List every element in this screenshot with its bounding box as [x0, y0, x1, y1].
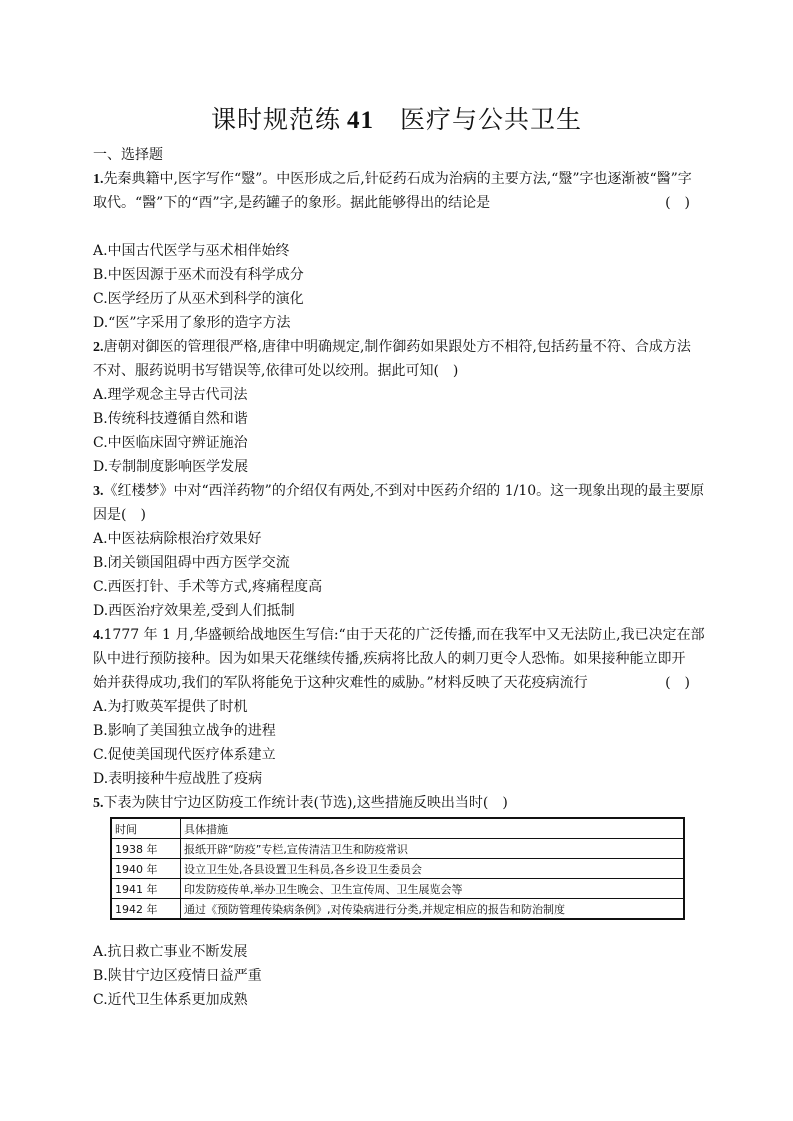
question-1-option-c: C.医学经历了从巫术到科学的演化	[93, 291, 304, 307]
table-cell-year: 1940 年	[111, 859, 181, 879]
question-4-line-1	[93, 625, 705, 646]
question-4-option-a: A.为打败英军提供了时机	[93, 699, 248, 715]
table-cell-year: 1942 年	[111, 899, 181, 920]
question-4-line-2: 队中进行预防接种。因为如果天花继续传播,疾病将比敌人的刺刀更令人恐怖。如果接种能立即开	[93, 651, 686, 667]
title-number: 41	[347, 107, 374, 134]
question-4-option-b: B.影响了美国独立战争的进程	[93, 723, 276, 739]
question-5-option-c: C.近代卫生体系更加成熟	[93, 992, 248, 1008]
table-cell-year: 1941 年	[111, 879, 181, 899]
table-row	[111, 879, 684, 899]
table-cell-measure: 设立卫生处,各县设置卫生科员,各乡设卫生委员会	[181, 859, 685, 879]
table-header-measures: 具体措施	[181, 818, 685, 839]
question-3-line-2: 因是( )	[93, 507, 146, 523]
page-title	[0, 100, 793, 136]
question-3-option-b: B.闭关锁国阻碍中西方医学交流	[93, 555, 290, 571]
table-header-time: 时间	[111, 818, 181, 839]
question-1-text-1: 先秦典籍中,医字写作“毉”。中医形成之后,针砭药石成为治病的主要方法,“毉”字也逐渐被“醫”字	[103, 171, 692, 187]
title-main: 课时规范练	[210, 105, 341, 134]
question-5-option-b: B.陕甘宁边区疫情日益严重	[93, 968, 262, 984]
question-1-option-a: A.中国古代医学与巫术相伴始终	[93, 243, 290, 259]
table-cell-measure: 印发防疫传单,举办卫生晚会、卫生宣传周、卫生展览会等	[181, 879, 685, 899]
question-1-option-d: D.“医”字采用了象形的造字方法	[93, 315, 291, 331]
question-1-number: 1.	[93, 172, 104, 187]
question-2-text-1: 唐朝对御医的管理很严格,唐律中明确规定,制作御药如果跟处方不相符,包括药量不符、合成方法	[103, 339, 691, 355]
question-3-option-c: C.西医打针、手术等方式,疼痛程度高	[93, 579, 323, 595]
question-4-number: 4.	[93, 628, 104, 643]
table-cell-year: 1938 年	[111, 839, 181, 859]
title-topic: 医疗与公共卫生	[400, 105, 583, 134]
question-3-option-a: A.中医祛病除根治疗效果好	[93, 531, 262, 547]
question-5-text-1: 下表为陕甘宁边区防疫工作统计表(节选),这些措施反映出当时( )	[103, 795, 508, 811]
question-2-line-1	[93, 337, 691, 358]
question-1-line-2: 取代。“醫”下的“酉”字,是药罐子的象形。据此能够得出的结论是	[93, 195, 491, 211]
question-5-option-a: A.抗日救亡事业不断发展	[93, 944, 248, 960]
question-5-line-1	[93, 793, 508, 814]
question-1-option-b: B.中医因源于巫术而没有科学成分	[93, 267, 304, 283]
epidemic-prevention-table	[110, 817, 685, 920]
question-2-option-c: C.中医临床固守辨证施治	[93, 435, 248, 451]
table-row	[111, 859, 684, 879]
question-1-answer-bracket: ( )	[665, 195, 690, 211]
question-4-text-1: 1777 年 1 月,华盛顿给战地医生写信:“由于天花的广泛传播,而在我军中又无法防止,我已决定在部	[103, 627, 705, 643]
question-4-option-d: D.表明接种牛痘战胜了疫病	[93, 771, 263, 787]
question-3-option-d: D.西医治疗效果差,受到人们抵制	[93, 603, 295, 619]
question-2-option-a: A.理学观念主导古代司法	[93, 387, 248, 403]
table-header-row	[111, 818, 684, 839]
question-3-number: 3.	[93, 484, 104, 499]
table-cell-measure: 报纸开辟“防疫”专栏,宣传清洁卫生和防疫常识	[181, 839, 685, 859]
question-1-line-1	[93, 169, 692, 190]
table-row	[111, 899, 684, 920]
question-2-option-b: B.传统科技遵循自然和谐	[93, 411, 248, 427]
section-heading: 一、选择题	[93, 147, 163, 163]
question-5-number: 5.	[93, 796, 104, 811]
question-2-option-d: D.专制制度影响医学发展	[93, 459, 249, 475]
question-4-answer-bracket: ( )	[665, 675, 690, 691]
question-3-text-1: 《红楼梦》中对“西洋药物”的介绍仅有两处,不到对中医药介绍的 1/10。这一现象出现的最主要原	[103, 483, 705, 499]
table-row	[111, 839, 684, 859]
question-2-line-2: 不对、服药说明书写错误等,依律可处以绞刑。据此可知( )	[93, 363, 459, 379]
question-2-number: 2.	[93, 340, 104, 355]
question-4-option-c: C.促使美国现代医疗体系建立	[93, 747, 276, 763]
table-cell-measure: 通过《预防管理传染病条例》,对传染病进行分类,并规定相应的报告和防治制度	[181, 899, 685, 920]
question-3-line-1	[93, 481, 704, 502]
question-4-line-3: 始并获得成功,我们的军队将能免于这种灾难性的威胁。”材料反映了天花疫病流行	[93, 675, 588, 691]
